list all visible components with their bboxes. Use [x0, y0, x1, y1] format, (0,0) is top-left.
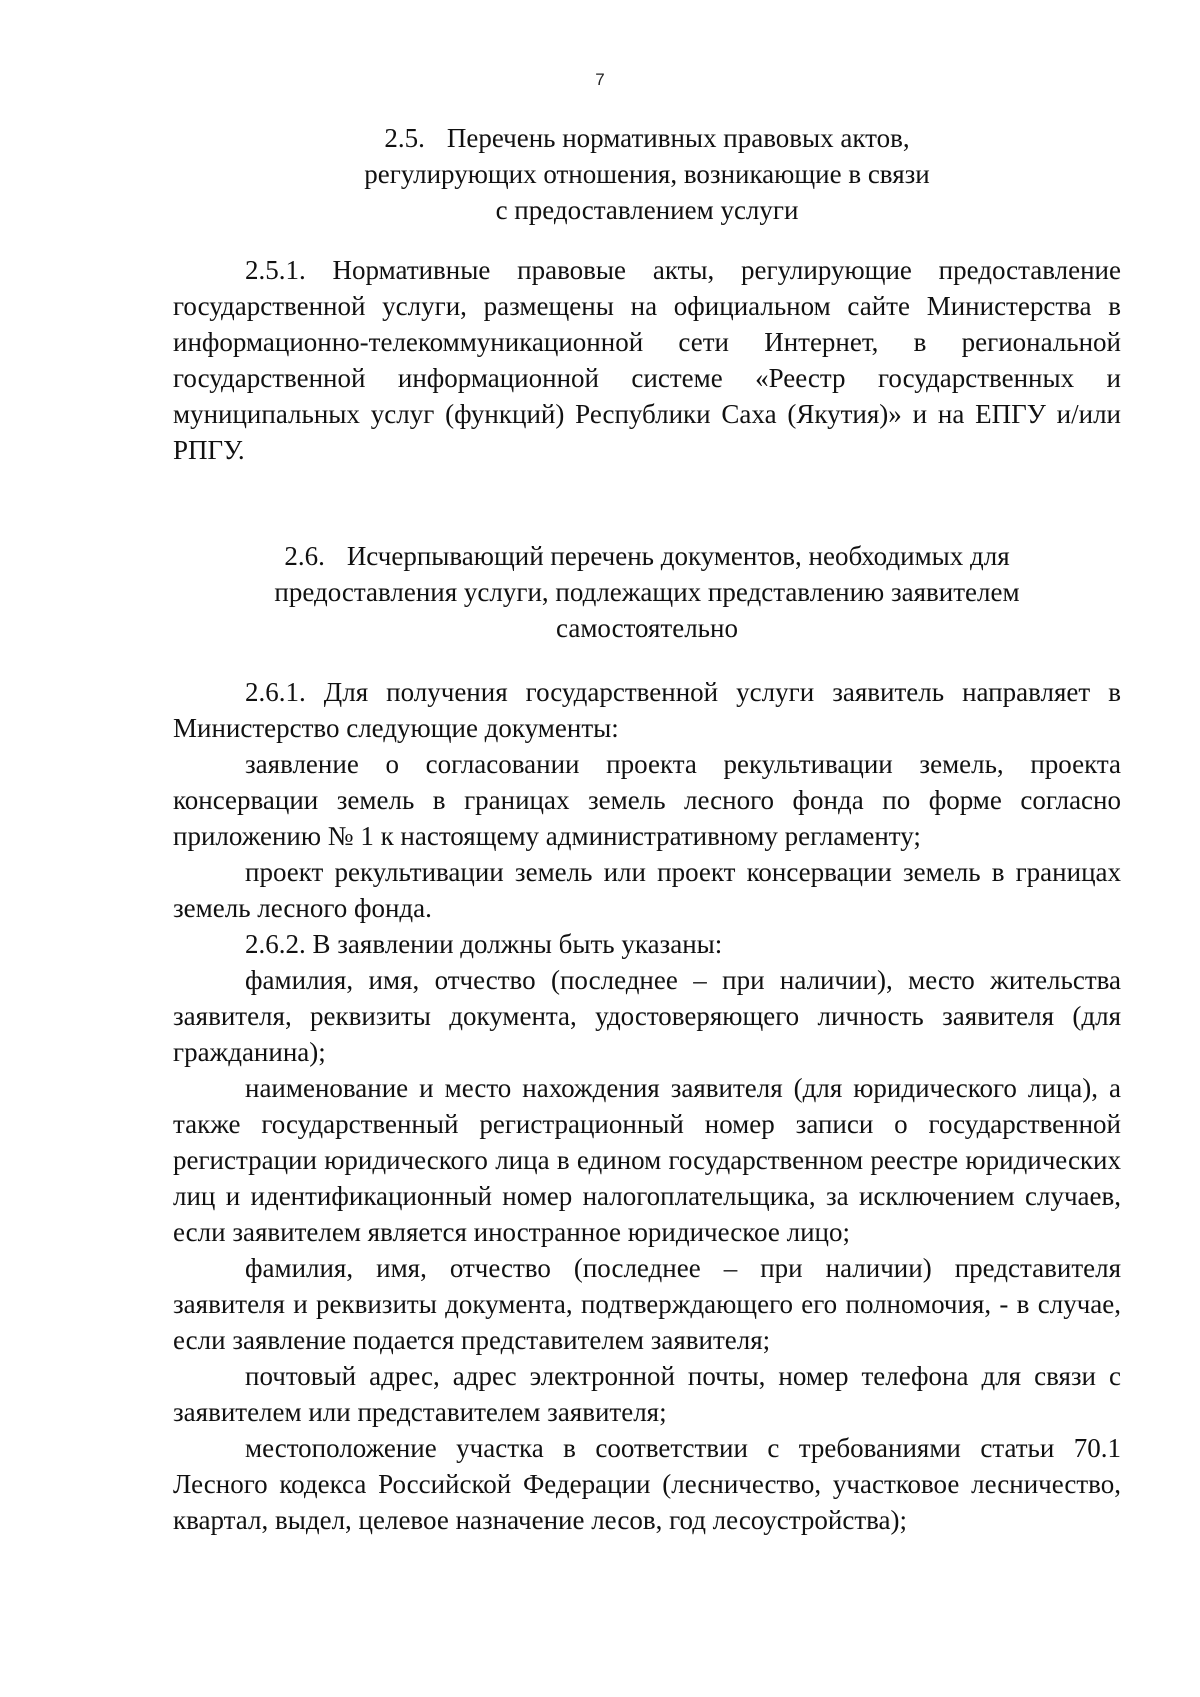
- document-body: [173, 120, 1121, 1538]
- heading-text: Исчерпывающий перечень документов, необходимых для: [346, 541, 1010, 571]
- paragraph-2-6-2: 2.6.2. В заявлении должны быть указаны:: [245, 929, 723, 959]
- section-heading-2-5: [173, 120, 1121, 228]
- paragraph-2-6-1: 2.6.1. Для получения государственной услуги заявитель направляет в Министерство следующие документы:: [173, 677, 1121, 743]
- paragraph-2-5-1: 2.5.1. Нормативные правовые акты, регулирующие предоставление государственной услуги, размещены на официальном сайте Министерства в информационно-телекоммуникационной сети Интернет, в региональной государственной информационной системе «Реестр государственных и муниципальных услуг (функций) Республики Саха (Якутия)» и на ЕПГУ и/или РПГУ.: [173, 255, 1121, 465]
- list-item-organization: наименование и место нахождения заявителя (для юридического лица), а также государственный регистрационный номер записи о государственной регистрации юридического лица в едином государственном реестре юридических лиц и идентификационный номер налогоплательщика, за исключением случаев, если заявителем является иностранное юридическое лицо;: [173, 1073, 1121, 1247]
- list-item-full-name: фамилия, имя, отчество (последнее – при наличии), место жительства заявителя, реквизиты документа, удостоверяющего личность заявителя (для гражданина);: [173, 965, 1121, 1067]
- list-item-contacts: почтовый адрес, адрес электронной почты, номер телефона для связи с заявителем или представителем заявителя;: [173, 1361, 1121, 1427]
- page-number: 7: [595, 70, 605, 89]
- heading-line: [173, 538, 1121, 574]
- heading-line: с предоставлением услуги: [495, 195, 799, 225]
- list-item-location: местоположение участка в соответствии с требованиями статьи 70.1 Лесного кодекса Российской Федерации (лесничество, участковое лесничество, квартал, выдел, целевое назначение лесов, год лесоустройства);: [173, 1433, 1121, 1535]
- list-item-representative: фамилия, имя, отчество (последнее – при наличии) представителя заявителя и реквизиты документа, подтверждающего его полномочия, - в случае, если заявление подается представителем заявителя;: [173, 1253, 1121, 1355]
- list-item-application: заявление о согласовании проекта рекультивации земель, проекта консервации земель в границах земель лесного фонда по форме согласно приложению № 1 к настоящему административному регламенту;: [173, 749, 1121, 851]
- heading-line: предоставления услуги, подлежащих представлению заявителем: [274, 577, 1020, 607]
- heading-line: регулирующих отношения, возникающие в связи: [364, 159, 930, 189]
- heading-line: [173, 120, 1121, 156]
- section-number: 2.5.: [384, 123, 425, 153]
- section-heading-2-6: [173, 538, 1121, 646]
- list-item-project: проект рекультивации земель или проект консервации земель в границах земель лесного фонда.: [173, 857, 1121, 923]
- heading-line: самостоятельно: [556, 613, 738, 643]
- heading-text: Перечень нормативных правовых актов,: [446, 123, 910, 153]
- section-number: 2.6.: [284, 541, 325, 571]
